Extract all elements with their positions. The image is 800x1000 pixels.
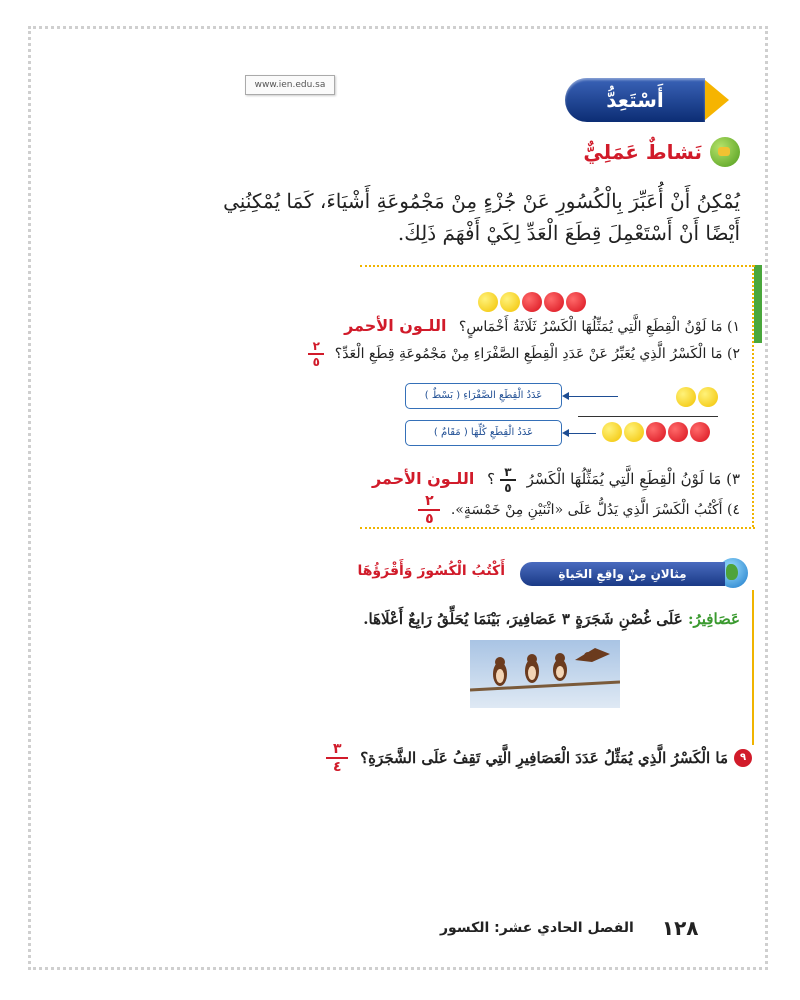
denominator-arrow-icon (568, 433, 596, 434)
yellow-counter (500, 292, 520, 312)
question-3-fraction (500, 466, 516, 494)
question-9 (326, 742, 752, 774)
sparrows-photo (470, 640, 620, 708)
activity-title: نَشاطٌ عَمَلِيٌّ (583, 140, 702, 164)
sparrows-problem (363, 610, 740, 628)
chapter-title: الفصل الحادي عشر: الكسور (440, 920, 634, 936)
ribbon-arrow-icon (705, 80, 729, 120)
yellow-counter (602, 422, 622, 442)
question-4-text: ٤) أَكْتُبُ الْكَسْرَ الَّذِي يَدُلُّ عَلَى «اثْنَيْنِ مِنْ خَمْسَةٍ». (450, 502, 740, 518)
section-title: أَسْتَعِدُّ (565, 78, 705, 122)
red-counter (566, 292, 586, 312)
section-divider-top (360, 265, 755, 267)
website-url: www.ien.edu.sa (245, 75, 335, 95)
question-2-text: ٢) مَا الْكَسْرُ الَّذِي يُعَبِّرُ عَنْ عَدَدِ الْقِطَعِ الصَّفْرَاءِ مِنْ مَجْمُوعَةِ قِطَعِ الْعَدِّ؟ (334, 346, 740, 362)
intro-paragraph: يُمْكِنُ أَنْ أُعَبِّرَ بِالْكُسُورِ عَنْ جُزْءٍ مِنْ مَجْمُوعَةِ أَشْيَاءَ، كَمَا يُمْكِنُنِي أَيْضًا أَنْ أَسْتَعْمِلَ قِطَعَ الْعَدِّ لِكَيْ أَفْهَمَ ذَلِكَ. (223, 189, 740, 245)
page-footer (440, 916, 699, 940)
section-divider-bottom (360, 527, 755, 529)
fraction-denominator: ٥ (312, 355, 320, 369)
question-9-answer-fraction (326, 742, 348, 774)
yellow-counter (624, 422, 644, 442)
red-counter (522, 292, 542, 312)
yellow-counter (698, 387, 718, 407)
page-number: ١٢٨ (661, 916, 699, 940)
question-9-number: ٩ (734, 749, 752, 767)
sparrows-illustration (470, 640, 620, 708)
fraction-numerator: ٢ (312, 339, 320, 353)
question-1-answer: اللـون الأحمر (344, 316, 447, 335)
sparrows-sentence: عَلَى غُصْنِ شَجَرَةٍ ٣ عَصَافِيرَ، بَيْنَمَا يُحَلِّقُ رَابِعٌ أَعْلَاهَا. (363, 610, 683, 628)
question-9-text: مَا الْكَسْرُ الَّذِي يُمَثِّلُ عَدَدَ الْعَصَافِيرِ الَّتِي تَقِفُ عَلَى الشَّجَرَةِ؟ (360, 749, 728, 767)
fraction-numerator: ٣ (504, 465, 512, 479)
activity-icon (710, 137, 740, 167)
numerator-arrow-icon (568, 396, 618, 397)
question-4-answer-fraction (418, 494, 440, 526)
red-counter (544, 292, 564, 312)
fraction-line (578, 416, 718, 417)
fraction-numerator: ٣ (332, 741, 342, 757)
real-life-side-line (752, 590, 754, 745)
red-counter (668, 422, 688, 442)
fraction-numerator: ٢ (425, 493, 434, 509)
fraction-denominator: ٥ (425, 511, 434, 527)
numerator-label-box: عَدَدُ الْقِطَعِ الصَّفْرَاءِ ( بَسْطٌ ) (405, 383, 562, 409)
section-header-ribbon (565, 78, 725, 122)
red-counter (646, 422, 666, 442)
activity-heading (583, 136, 740, 168)
question-2-answer-fraction (308, 340, 324, 368)
real-life-title: أَكْتُبُ الْكُسُورَ وَأَقْرَؤُهَا (357, 563, 505, 579)
question-3-answer: اللـون الأحمر (371, 469, 475, 488)
question-3-text: ٣) مَا لَوْنُ الْقِطَعِ الَّتِي يُمَثِّلُهَا الْكَسْرُ (526, 470, 740, 488)
real-life-badge: مِثالانِ مِنْ واقِعِ الحَياةِ (520, 562, 725, 586)
fraction-denominator: ٤ (332, 759, 342, 775)
sparrows-keyword: عَصَافِيرُ: (687, 610, 740, 628)
question-2 (308, 340, 740, 368)
counters-row (478, 292, 586, 312)
fraction-denominator: ٥ (504, 481, 512, 495)
denominator-label-box: عَدَدُ الْقِطَعِ كُلِّهَا ( مَقَامٌ ) (405, 420, 562, 446)
numerator-counters (676, 387, 718, 407)
question-1-text: ١) مَا لَوْنُ الْقِطَعِ الَّتِي يُمَثِّلُهَا الْكَسْرُ ثَلَاثَةُ أَخْمَاسٍ؟ (458, 319, 740, 335)
yellow-counter (676, 387, 696, 407)
red-counter (690, 422, 710, 442)
question-1 (344, 316, 740, 335)
section-divider-side (752, 265, 754, 527)
denominator-counters (602, 422, 710, 442)
side-accent-bar (754, 265, 762, 343)
question-3: ٣) مَا لَوْنُ الْقِطَعِ الَّتِي يُمَثِّلُهَا الْكَسْرُ $\frac{٣}{٥}$ ؟ اللـون الأحمر (371, 465, 740, 495)
yellow-counter (478, 292, 498, 312)
question-4 (418, 494, 740, 526)
